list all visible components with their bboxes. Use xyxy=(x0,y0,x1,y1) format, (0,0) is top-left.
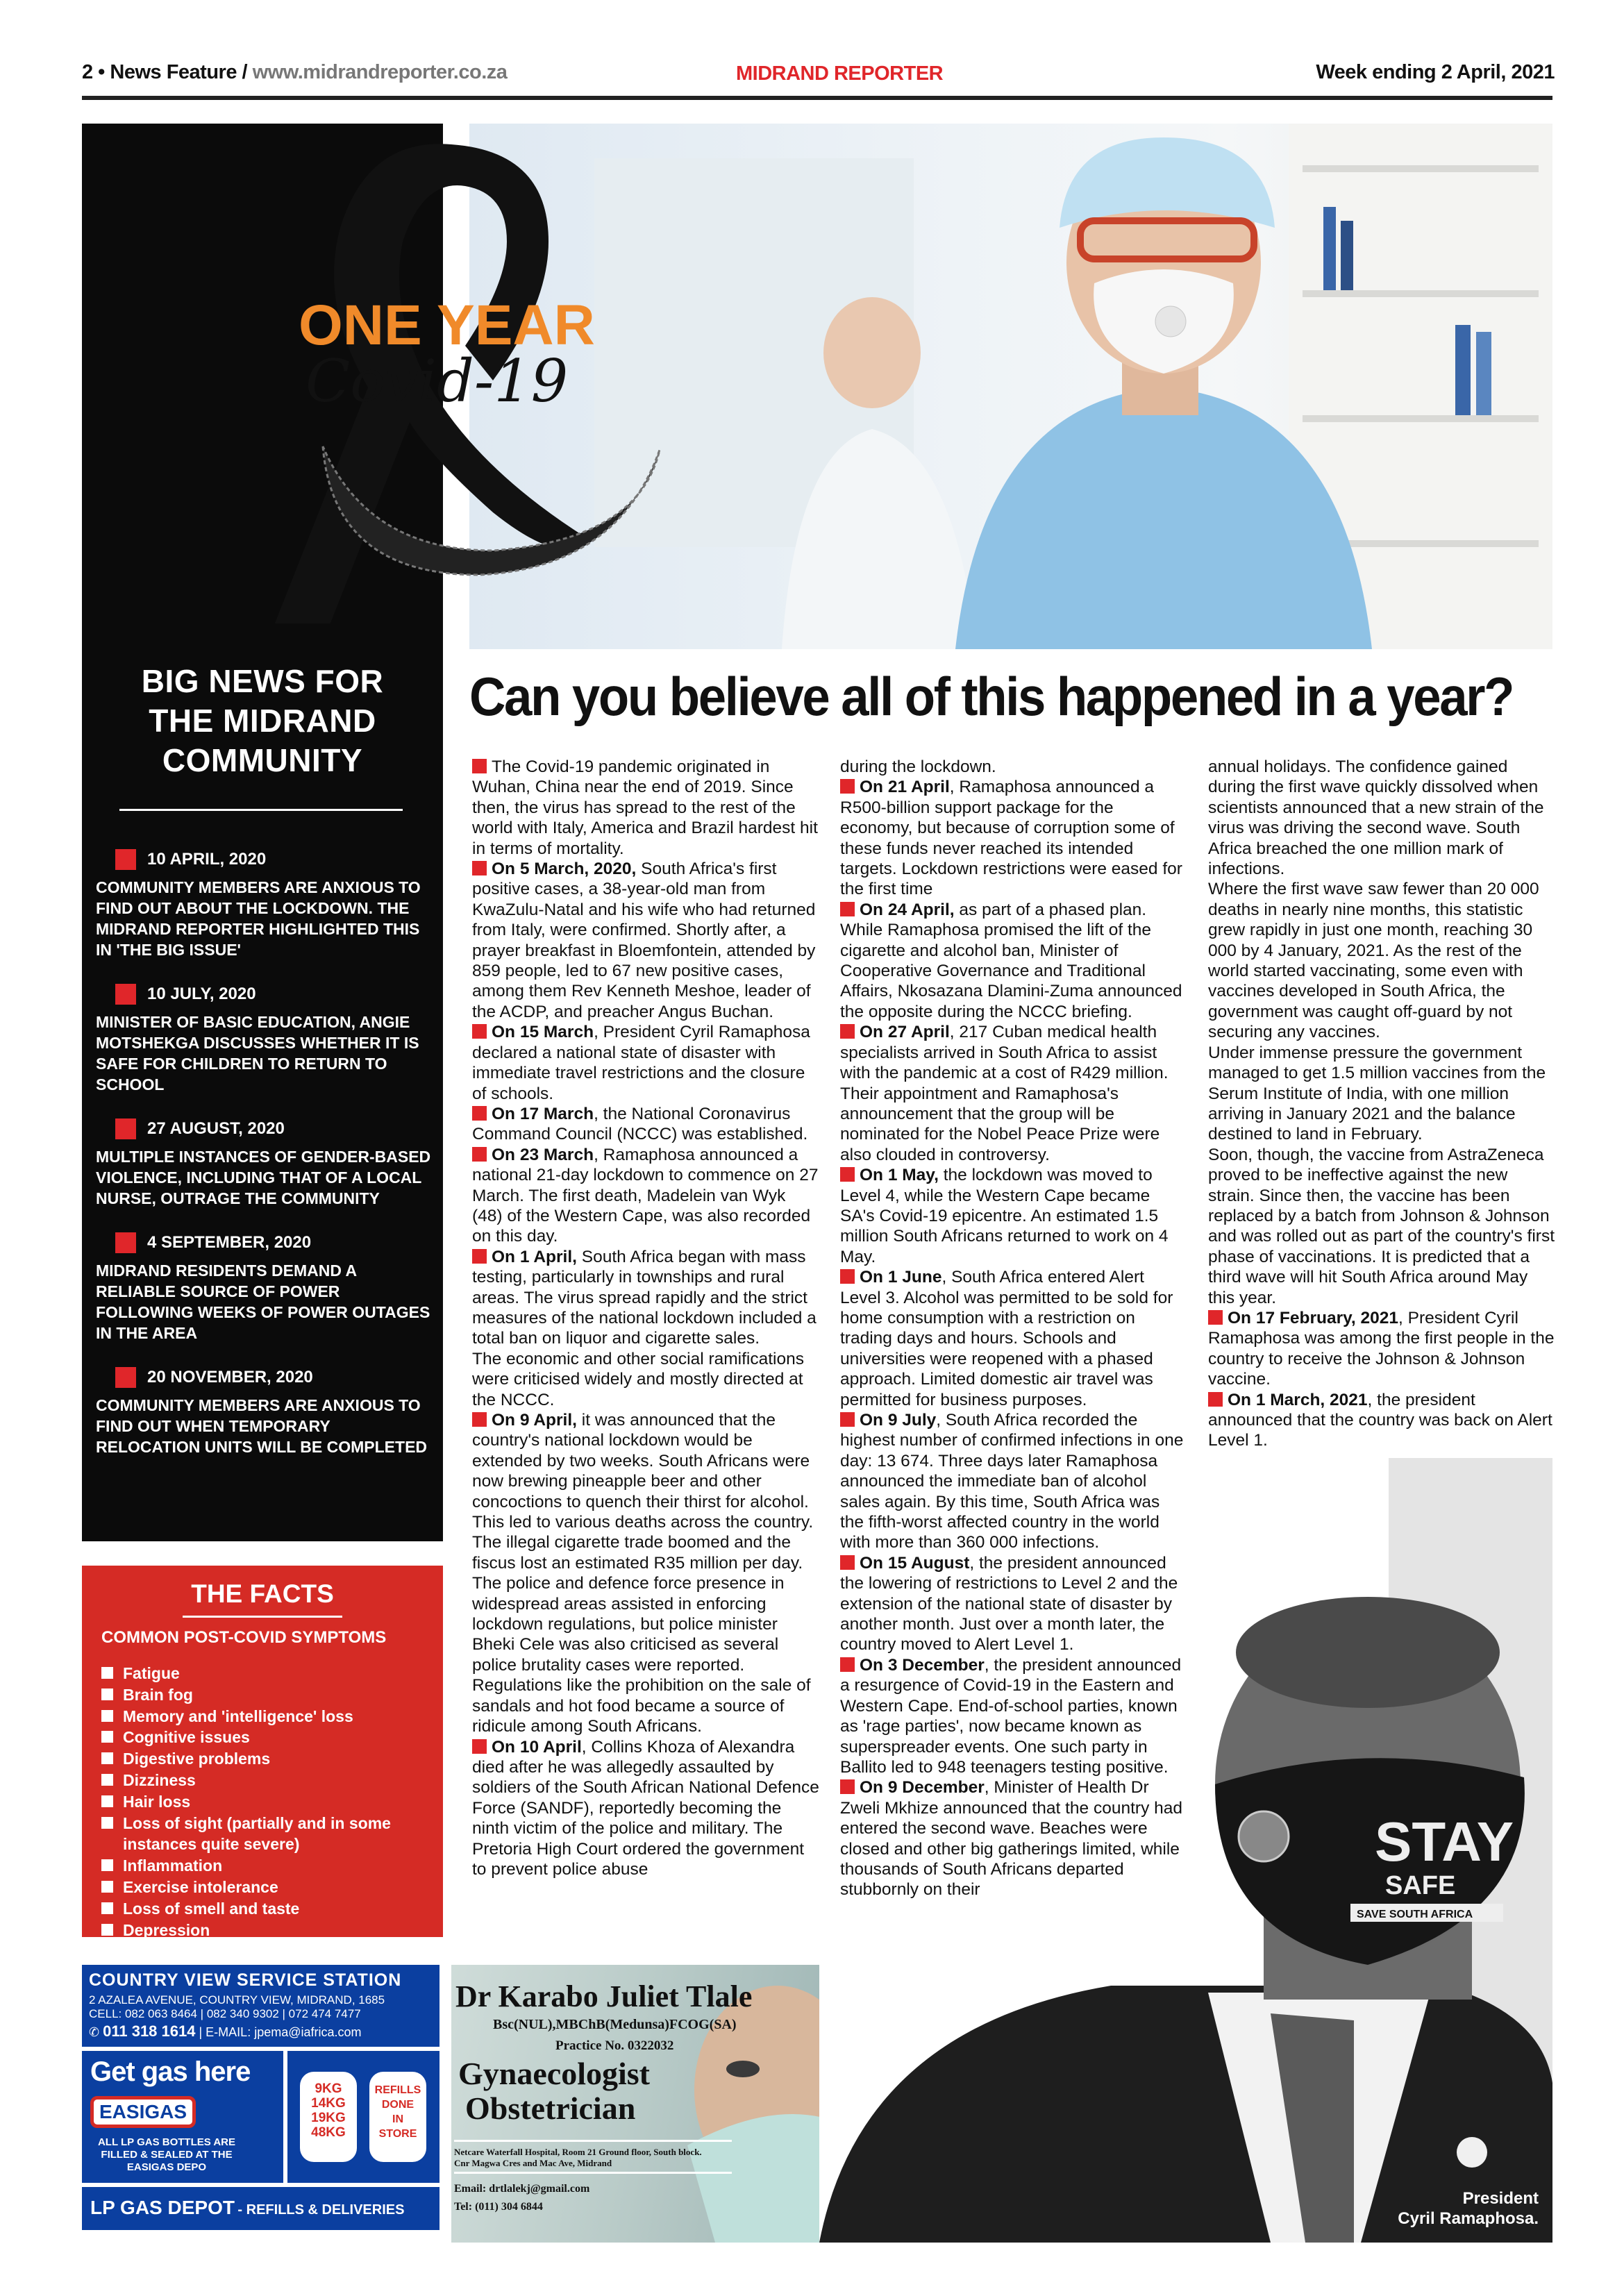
gas-filled-note: ALL LP GAS BOTTLES ARE FILLED & SEALED AT THE EASIGAS DEPO xyxy=(97,2136,236,2173)
paragraph-text: , 217 Cuban medical health specialists arrived in South Africa to assist with the pandemic at a cost of R429 million. Their appointment and Ramaphosa's announcement that the group will be nominated for the Nobel Peace Prize were also clouded in controversy. xyxy=(840,1023,1169,1164)
paragraph-date: On 10 April xyxy=(492,1737,582,1757)
bullet-square-icon xyxy=(101,1689,113,1700)
paragraph-text: , President Cyril Ramaphosa was among the first people in the country to receive the Johnson & Johnson vaccine. xyxy=(1208,1308,1555,1389)
mask-text-stay: STAY xyxy=(1375,1811,1514,1872)
refills-text: REFILLS xyxy=(374,2084,421,2096)
logo-line2: Covid-19 xyxy=(305,347,569,415)
cylinder-panel xyxy=(287,2051,440,2183)
article-paragraph xyxy=(472,1737,819,1880)
article-paragraph xyxy=(1208,879,1555,1042)
facts-divider xyxy=(183,1616,342,1618)
bullet-square-icon xyxy=(101,1924,113,1936)
paragraph-text: , the National Coronavirus Command Council (NCCC) was established. xyxy=(472,1104,808,1144)
paragraph-date: On 23 March xyxy=(492,1145,594,1164)
red-square-icon xyxy=(115,1118,136,1139)
paragraph-text: , Collins Khoza of Alexandra died after he was allegedly assaulted by soldiers of the South African National Defence Force (SANDF), reportedly becoming the ninth victim of the police and military. The Pretoria High Court ordered the government to prevent police abuse xyxy=(472,1737,819,1879)
article-column xyxy=(840,757,1187,1900)
timeline-text: MULTIPLE INSTANCES OF GENDER-BASED VIOLENCE, INCLUDING THAT OF A LOCAL NURSE, OUTRAGE THE COMMUNITY xyxy=(96,1148,431,1207)
sidebar-heading-line: COMMUNITY xyxy=(162,742,363,778)
paragraph-text: , South Africa entered Alert Level 3. Alcohol was permitted to be sold for home consumption with a restriction on trading days and hours. Schools and universities were reopened with a phased approach. Limited domestic air travel was permitted for business purposes. xyxy=(840,1268,1173,1409)
one-year-covid-logo xyxy=(201,124,687,623)
timeline-item xyxy=(96,1118,436,1209)
gas-size: 19KG xyxy=(311,2111,346,2125)
red-square-icon xyxy=(115,849,136,870)
timeline-date xyxy=(96,849,436,870)
specialty-gynaecologist: Gynaecologist xyxy=(458,2056,650,2091)
issue-date: Week ending 2 April, 2021 xyxy=(1316,61,1555,83)
red-bullet-icon xyxy=(472,861,487,875)
red-square-icon xyxy=(115,1232,136,1253)
paragraph-date: On 24 April, xyxy=(860,900,955,919)
red-bullet-icon xyxy=(840,779,855,794)
symptom-text: Brain fog xyxy=(123,1685,193,1704)
red-bullet-icon xyxy=(472,1249,487,1264)
article-paragraph xyxy=(840,1777,1187,1900)
paragraph-date: On 21 April xyxy=(860,778,950,797)
symptom-item xyxy=(101,1684,435,1706)
bullet-square-icon xyxy=(101,1710,113,1722)
symptom-item xyxy=(101,1898,435,1920)
red-bullet-icon xyxy=(472,1147,487,1162)
symptom-text: Dizziness xyxy=(123,1770,196,1789)
article-paragraph xyxy=(840,1022,1187,1165)
symptom-text: Memory and 'intelligence' loss xyxy=(123,1707,353,1725)
symptom-item xyxy=(101,1727,435,1748)
article-paragraph xyxy=(1208,1308,1555,1390)
easigas-logo: EASIGAS xyxy=(90,2096,196,2128)
article-column xyxy=(1208,757,1555,1451)
mask-text-safe: SAFE xyxy=(1385,1871,1456,1900)
doctor-email[interactable]: Email: drtlalekj@gmail.com xyxy=(454,2183,590,2195)
paragraph-date: On 9 December xyxy=(860,1778,985,1798)
bullet-square-icon xyxy=(101,1902,113,1914)
article-paragraph xyxy=(840,1165,1187,1267)
refills-text: STORE xyxy=(378,2128,417,2140)
symptom-text: Loss of sight (partially and in some instances quite severe) xyxy=(123,1813,391,1854)
paragraph-date: On 17 March xyxy=(492,1104,594,1123)
timeline-date-text: 10 APRIL, 2020 xyxy=(147,850,267,869)
timeline-text: COMMUNITY MEMBERS ARE ANXIOUS TO FIND OUT WHEN TEMPORARY RELOCATION UNITS WILL BE COMPLETED xyxy=(96,1396,428,1456)
paragraph-date: On 1 March, 2021 xyxy=(1228,1390,1368,1409)
caption-line: Cyril Ramaphosa. xyxy=(1398,2209,1539,2228)
bullet-square-icon xyxy=(101,1667,113,1679)
sidebar-heading-line: THE MIDRAND xyxy=(149,703,376,739)
paragraph-text: Where the first wave saw fewer than 20 000 deaths in nearly nine months, this statistic grew rapidly in just one month, reaching 30 000 by 4 January, 2021. As the rest of the world started vaccinating, some even with vaccines developed in South Africa, the government was caught off-guard by not securing any vaccines. xyxy=(1208,880,1539,1042)
red-bullet-icon xyxy=(840,1412,855,1427)
station-email: | E-MAIL: jpema@iafrica.com xyxy=(199,2025,362,2039)
article-paragraph xyxy=(840,1267,1187,1410)
page-section-label xyxy=(82,61,507,84)
symptom-item xyxy=(101,1663,435,1684)
bullet-square-icon xyxy=(101,1731,113,1743)
paragraph-date: On 1 April, xyxy=(492,1247,577,1266)
red-bullet-icon xyxy=(840,1657,855,1672)
doctor-address xyxy=(454,2147,702,2169)
sidebar-heading-line: BIG NEWS FOR xyxy=(141,663,384,699)
station-name: COUNTRY VIEW SERVICE STATION xyxy=(89,1970,402,1990)
paragraph-text: , Minister of Health Dr Zweli Mkhize announced that the country had entered the second wave. Beaches were closed and other big gatherings limited, while thousands of South Africans departed stubbornly on their xyxy=(840,1778,1183,1900)
paragraph-text: , President Cyril Ramaphosa declared a national state of disaster with immediate travel restrictions and the closure of schools. xyxy=(472,1023,810,1103)
paragraph-text: Soon, though, the vaccine from AstraZeneca proved to be ineffective against the new strain. Since then, the vaccine has been replaced by a batch from Johnson & Johnson and was rolled out as part of the country's first phase of vaccinations. It is predicted that a third wave will hit South Africa around May this year. xyxy=(1208,1145,1555,1307)
paragraph-text: , South Africa recorded the highest number of confirmed infections in one day: 13 674. Three days later Ramaphosa announced the immediate ban of alcohol sales again. By this time, South Africa was the fifth-worst affected country in the world with more than 360 000 infections. xyxy=(840,1411,1184,1552)
article-paragraph xyxy=(472,1349,819,1410)
logo-line1: ONE YEAR xyxy=(299,294,595,357)
red-bullet-icon xyxy=(1208,1310,1223,1325)
bullet-square-icon xyxy=(101,1774,113,1786)
paragraph-date: On 15 March xyxy=(492,1023,594,1042)
symptom-item xyxy=(101,1813,435,1856)
paragraph-date: On 5 March, 2020, xyxy=(492,860,637,879)
timeline-item xyxy=(96,849,436,960)
station-address: 2 AZALEA AVENUE, COUNTRY VIEW, MIDRAND, 1685 xyxy=(89,1993,385,2006)
paragraph-text: Under immense pressure the government managed to get 1.5 million vaccines from the Serum Institute of India, with one million arriving in January 2021 and the balance destined to land in February. xyxy=(1208,1043,1546,1144)
sidebar-divider xyxy=(119,809,403,811)
symptom-text: Inflammation xyxy=(123,1857,223,1875)
red-bullet-icon xyxy=(472,1739,487,1754)
symptom-text: Loss of smell and taste xyxy=(123,1899,300,1918)
symptom-item xyxy=(101,1791,435,1813)
doctor-qualifications: Bsc(NUL),MBChB(Medunsa)FCOG(SA) xyxy=(493,2017,737,2032)
red-bullet-icon xyxy=(472,1024,487,1039)
paragraph-date: On 27 April xyxy=(860,1023,950,1042)
symptom-item xyxy=(101,1748,435,1770)
timeline-date xyxy=(96,1367,436,1388)
paragraph-text: , the president announced a resurgence of Covid-19 in the Eastern and Western Cape. End-of-school parties, known as 'rage parties', now became known as superspreader events. One such party in Ballito led to 948 teenagers testing positive. xyxy=(840,1655,1182,1777)
address-line: Cnr Magwa Cres and Mac Ave, Midrand xyxy=(454,2158,612,2168)
paragraph-date: On 1 May, xyxy=(860,1166,939,1185)
gas-sizes-cylinder xyxy=(300,2072,357,2162)
paragraph-text: , Ramaphosa announced a R500-billion support package for the economy, but because of corruption some of these funds never reached its intended targets. Lockdown restrictions were eased for the first time xyxy=(840,778,1182,899)
red-bullet-icon xyxy=(840,1024,855,1039)
timeline-date xyxy=(96,1232,436,1253)
gynaecologist-advert[interactable] xyxy=(451,1965,823,2243)
paragraph-text: annual holidays. The confidence gained during the first wave quickly dissolved when scientists announced that a new strain of the virus was driving the second wave. South Africa breached the one million mark of infections. xyxy=(1208,757,1544,879)
address-line: Netcare Waterfall Hospital, Room 21 Ground floor, South block. xyxy=(454,2147,702,2157)
timeline-text: MIDRAND RESIDENTS DEMAND A RELIABLE SOURCE OF POWER FOLLOWING WEEKS OF POWER OUTAGES IN THE AREA xyxy=(96,1262,430,1342)
symptom-item xyxy=(101,1920,435,1941)
timeline-date xyxy=(96,984,436,1005)
timeline-date-text: 4 SEPTEMBER, 2020 xyxy=(147,1233,312,1252)
article-paragraph xyxy=(840,1410,1187,1553)
article-paragraph xyxy=(472,1145,819,1247)
symptom-text: Depression xyxy=(123,1920,210,1939)
article-paragraph xyxy=(472,1410,819,1573)
website-link[interactable]: www.midrandreporter.co.za xyxy=(252,61,508,83)
article-paragraph xyxy=(840,757,1187,777)
red-bullet-icon xyxy=(472,759,487,773)
paragraph-text: The economic and other social ramifications were criticised widely and mostly directed at the NCCC. xyxy=(472,1349,804,1409)
red-square-icon xyxy=(115,984,136,1005)
article-paragraph xyxy=(1208,757,1555,879)
bullet-square-icon xyxy=(101,1881,113,1893)
timeline-date-text: 20 NOVEMBER, 2020 xyxy=(147,1368,313,1386)
easigas-panel xyxy=(82,2051,283,2183)
bullet-square-icon xyxy=(101,1752,113,1764)
refills-text: DONE xyxy=(381,2099,415,2111)
article-paragraph xyxy=(840,1553,1187,1655)
specialty-obstetrician: Obstetrician xyxy=(465,2090,636,2126)
symptom-text: Digestive problems xyxy=(123,1750,271,1768)
article-headline: Can you believe all of this happened in a year? xyxy=(469,666,1514,727)
red-bullet-icon xyxy=(840,1269,855,1284)
paragraph-text: as part of a phased plan. While Ramaphosa promised the lift of the cigarette and alcohol ban, Minister of Cooperative Governance and Traditional Affairs, Nkosazana Dlamini-Zuma announced the opposite during the NCCC briefing. xyxy=(840,900,1182,1021)
doctor-phone[interactable]: Tel: (011) 304 6844 xyxy=(454,2201,543,2213)
symptoms-list xyxy=(101,1663,435,1941)
symptom-text: Exercise intolerance xyxy=(123,1877,278,1896)
article-paragraph xyxy=(840,777,1187,899)
article-paragraph xyxy=(840,1655,1187,1777)
paragraph-text: , the president announced the lowering of restrictions to Level 2 and the extension of the national state of disaster by another month. Just over a month later, the country moved to Alert Level 1. xyxy=(840,1553,1178,1654)
mask-text-save-sa: SAVE SOUTH AFRICA xyxy=(1357,1909,1473,1920)
bullet-square-icon xyxy=(101,1859,113,1871)
station-info xyxy=(82,1965,440,2047)
caption-line: President xyxy=(1462,2189,1539,2208)
red-bullet-icon xyxy=(1208,1392,1223,1407)
red-bullet-icon xyxy=(472,1412,487,1427)
red-square-icon xyxy=(115,1367,136,1388)
depot-title: LP GAS DEPOT xyxy=(90,2197,235,2218)
paragraph-date: On 9 April, xyxy=(492,1411,577,1430)
bullet-square-icon xyxy=(101,1795,113,1807)
symptom-text: Cognitive issues xyxy=(123,1728,250,1747)
facts-title: THE FACTS xyxy=(191,1579,334,1608)
article-paragraph xyxy=(1208,1390,1555,1451)
gas-size: 14KG xyxy=(311,2096,346,2111)
gas-size: 9KG xyxy=(315,2081,342,2096)
depot-subtitle: - REFILLS & DELIVERIES xyxy=(237,2202,405,2218)
symptom-item xyxy=(101,1770,435,1791)
symptom-item xyxy=(101,1877,435,1898)
gas-size: 48KG xyxy=(311,2125,346,2140)
paragraph-text: the lockdown was moved to Level 4, while the Western Cape became SA's Covid-19 epicentre. An estimated 1.5 million South Africans returned to work on 4 May. xyxy=(840,1166,1169,1266)
paragraph-text: , the president announced that the country was back on Alert Level 1. xyxy=(1208,1390,1552,1450)
depot-banner xyxy=(82,2187,440,2230)
article-paragraph xyxy=(1208,1145,1555,1308)
article-paragraph xyxy=(472,1022,819,1104)
article-paragraph xyxy=(472,1247,819,1349)
gas-slogan: Get gas here xyxy=(90,2056,251,2087)
header-divider xyxy=(82,96,1552,100)
article-paragraph xyxy=(840,900,1187,1022)
paragraph-date: On 3 December xyxy=(860,1655,985,1675)
symptom-item xyxy=(101,1855,435,1877)
practice-number: Practice No. 0322032 xyxy=(555,2038,674,2053)
paragraph-date: On 1 June xyxy=(860,1268,942,1287)
paragraph-date: On 9 July xyxy=(860,1411,937,1430)
red-bullet-icon xyxy=(840,902,855,916)
awareness-ribbon-icon xyxy=(201,124,687,623)
red-bullet-icon xyxy=(840,1555,855,1570)
sidebar-heading xyxy=(82,662,443,780)
divider xyxy=(454,2172,732,2174)
paragraph-date: On 17 February, 2021 xyxy=(1228,1308,1399,1327)
red-bullet-icon xyxy=(840,1779,855,1794)
timeline-date-text: 27 AUGUST, 2020 xyxy=(147,1119,285,1138)
sidebar-timeline-list xyxy=(96,849,436,1481)
paragraph-date: On 15 August xyxy=(860,1553,970,1573)
page-number-section: 2 • News Feature / xyxy=(82,61,248,83)
paragraph-text: during the lockdown. xyxy=(840,757,996,776)
article-paragraph xyxy=(472,757,819,859)
timeline-text: MINISTER OF BASIC EDUCATION, ANGIE MOTSHEKGA DISCUSSES WHETHER IT IS SAFE FOR CHILDREN TO RETURN TO SCHOOL xyxy=(96,1013,419,1093)
phone-icon: ✆ xyxy=(89,2025,100,2039)
timeline-text: COMMUNITY MEMBERS ARE ANXIOUS TO FIND OUT ABOUT THE LOCKDOWN. THE MIDRAND REPORTER HIGHLIGHTED THIS IN 'THE BIG ISSUE' xyxy=(96,878,421,959)
timeline-item xyxy=(96,1232,436,1343)
divider xyxy=(454,2140,732,2142)
doctor-name: Dr Karabo Juliet Tlale xyxy=(455,1979,753,2013)
facts-box xyxy=(82,1566,443,1937)
symptom-text: Hair loss xyxy=(123,1792,191,1811)
bullet-square-icon xyxy=(101,1817,113,1829)
article-column xyxy=(472,757,819,1879)
station-phone: 011 318 1614 xyxy=(103,2022,196,2040)
gas-station-advert[interactable] xyxy=(82,1965,440,2243)
article-paragraph xyxy=(472,1104,819,1145)
paragraph-text: The Covid-19 pandemic originated in Wuhan, China near the end of 2019. Since then, the virus has spread to the rest of the world with Italy, America and Brazil hardest hit in terms of mortality. xyxy=(472,757,818,858)
paragraph-text: it was announced that the country's national lockdown would be extended by two weeks. South Africans were now brewing pineapple beer and other concoctions to quench their thirst for alcohol. This led to various deaths across the country. The illegal cigarette trade boomed and the fiscus lost an estimated R35 million per day. xyxy=(472,1411,814,1573)
article-paragraph xyxy=(472,1573,819,1736)
refills-text: IN xyxy=(392,2113,403,2125)
timeline-date-text: 10 JULY, 2020 xyxy=(147,984,256,1003)
symptom-text: Fatigue xyxy=(123,1664,180,1682)
photo-caption xyxy=(1398,2188,1539,2229)
facts-subtitle: COMMON POST-COVID SYMPTOMS xyxy=(101,1628,387,1647)
station-cell: CELL: 082 063 8464 | 082 340 9302 | 072 474 7477 xyxy=(89,2007,361,2020)
paragraph-text: South Africa began with mass testing, particularly in townships and rural areas. The virus spread rapidly and the strict measures of the national lockdown included a total ban on liquor and cigarette sales. xyxy=(472,1247,817,1348)
paragraph-text: South Africa's first positive cases, a 38-year-old man from KwaZulu-Natal and his wife who had returned from Italy, were confirmed. Shortly after, a prayer breakfast in Bloemfontein, attended by 859 people, led to 67 new positive cases, among them Rev Kenneth Meshoe, leader of the ACDP, and preacher Angus Buchan. xyxy=(472,860,816,1021)
paragraph-text: The police and defence force presence in widespread areas assisted in enforcing lockdown regulations, but police minister Bheki Cele was also criticised as several police brutality cases were reported. Regulations like the prohibition on the sale of sandals and hot food became a source of ridicule among South Africans. xyxy=(472,1574,811,1736)
timeline-date xyxy=(96,1118,436,1139)
timeline-item xyxy=(96,1367,436,1457)
article-paragraph xyxy=(1208,1043,1555,1145)
article-paragraph xyxy=(472,859,819,1022)
symptom-item xyxy=(101,1706,435,1727)
publication-name: MIDRAND REPORTER xyxy=(736,62,944,85)
paragraph-text: , Ramaphosa announced a national 21-day lockdown to commence on 27 March. The first death, Madelein van Wyk (48) of the Western Cape, was also recorded on this day. xyxy=(472,1145,819,1246)
red-bullet-icon xyxy=(840,1167,855,1182)
timeline-item xyxy=(96,984,436,1095)
red-bullet-icon xyxy=(472,1106,487,1121)
refills-cylinder xyxy=(369,2072,426,2162)
